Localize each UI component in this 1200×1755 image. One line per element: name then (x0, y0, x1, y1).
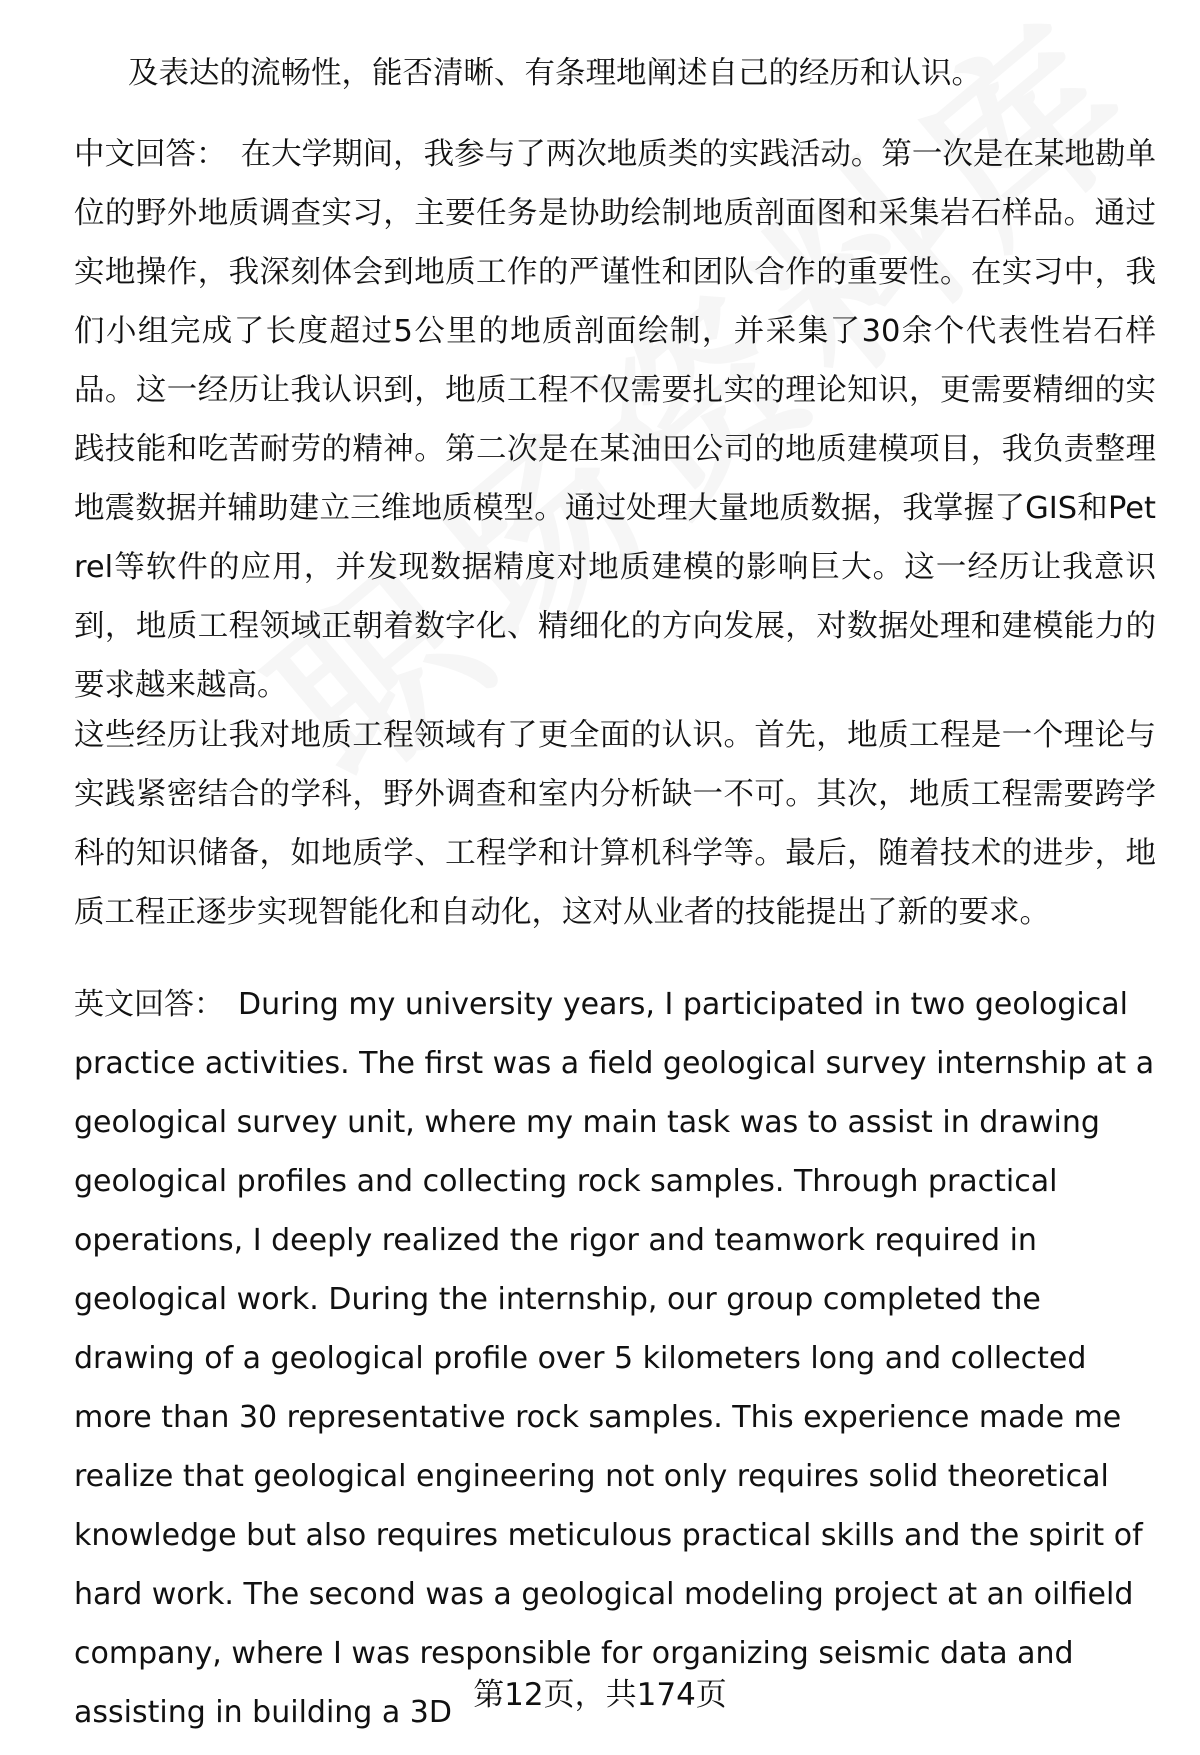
en-answer-label: 英文回答： (74, 987, 224, 1022)
cn-summary-paragraph: 这些经历让我对地质工程领域有了更全面的认识。首先，地质工程是一个理论与实践紧密结合的学科，野外调查和室内分析缺一不可。其次，地质工程需要跨学科的知识储备，如地质学、工程学和计算机科学等。最后，随着技术的进步，地质工程正逐步实现智能化和自动化，这对从业者的技能提出了新的要求。 (74, 718, 1156, 930)
cn-answer-text: 在大学期间，我参与了两次地质类的实践活动。第一次是在某地勘单位的野外地质调查实习，主要任务是协助绘制地质剖面图和采集岩石样品。通过实地操作，我深刻体会到地质工作的严谨性和团队合作的重要性。在实习中，我们小组完成了长度超过5公里的地质剖面绘制，并采集了30余个代表性岩石样品。这一经历让我认识到，地质工程不仅需要扎实的理论知识，更需要精细的实践技能和吃苦耐劳的精神。第二次是在某油田公司的地质建模项目，我负责整理地震数据并辅助建立三维地质模型。通过处理大量地质数据，我掌握了GIS和Petrel等软件的应用，并发现数据精度对地质建模的影响巨大。这一经历让我意识到，地质工程领域正朝着数字化、精细化的方向发展，对数据处理和建模能力的要求越来越高。 (74, 137, 1157, 703)
cn-answer-label: 中文回答： (74, 137, 227, 172)
page-number-footer: 第12页，共174页 (473, 1677, 727, 1713)
en-answer-text: During my university years, I participated in two geological practice activities. The first was a field geological survey internship at a geological survey unit, where my main task was to assist in drawing geological profiles and collecting rock samples. Through practical operations, I deeply realized the rigor and teamwork required in geological work. During the internship, our group completed the drawing of a geological profile over 5 kilometers long and collected more than 30 representative rock samples. This experience made me realize that geological engineering not only requires solid theoretical knowledge but also requires meticulous practical skills and the spirit of hard work. The second was a geological modeling project at an oilfield company, where I was responsible for organizing seismic data and assisting in building a 3D (74, 987, 1155, 1730)
en-answer-paragraph (74, 975, 1156, 1742)
cn-answer-paragraph (74, 125, 1156, 715)
intro-tail-paragraph: 及表达的流畅性，能否清晰、有条理地阐述自己的经历和认识。 (128, 56, 982, 91)
